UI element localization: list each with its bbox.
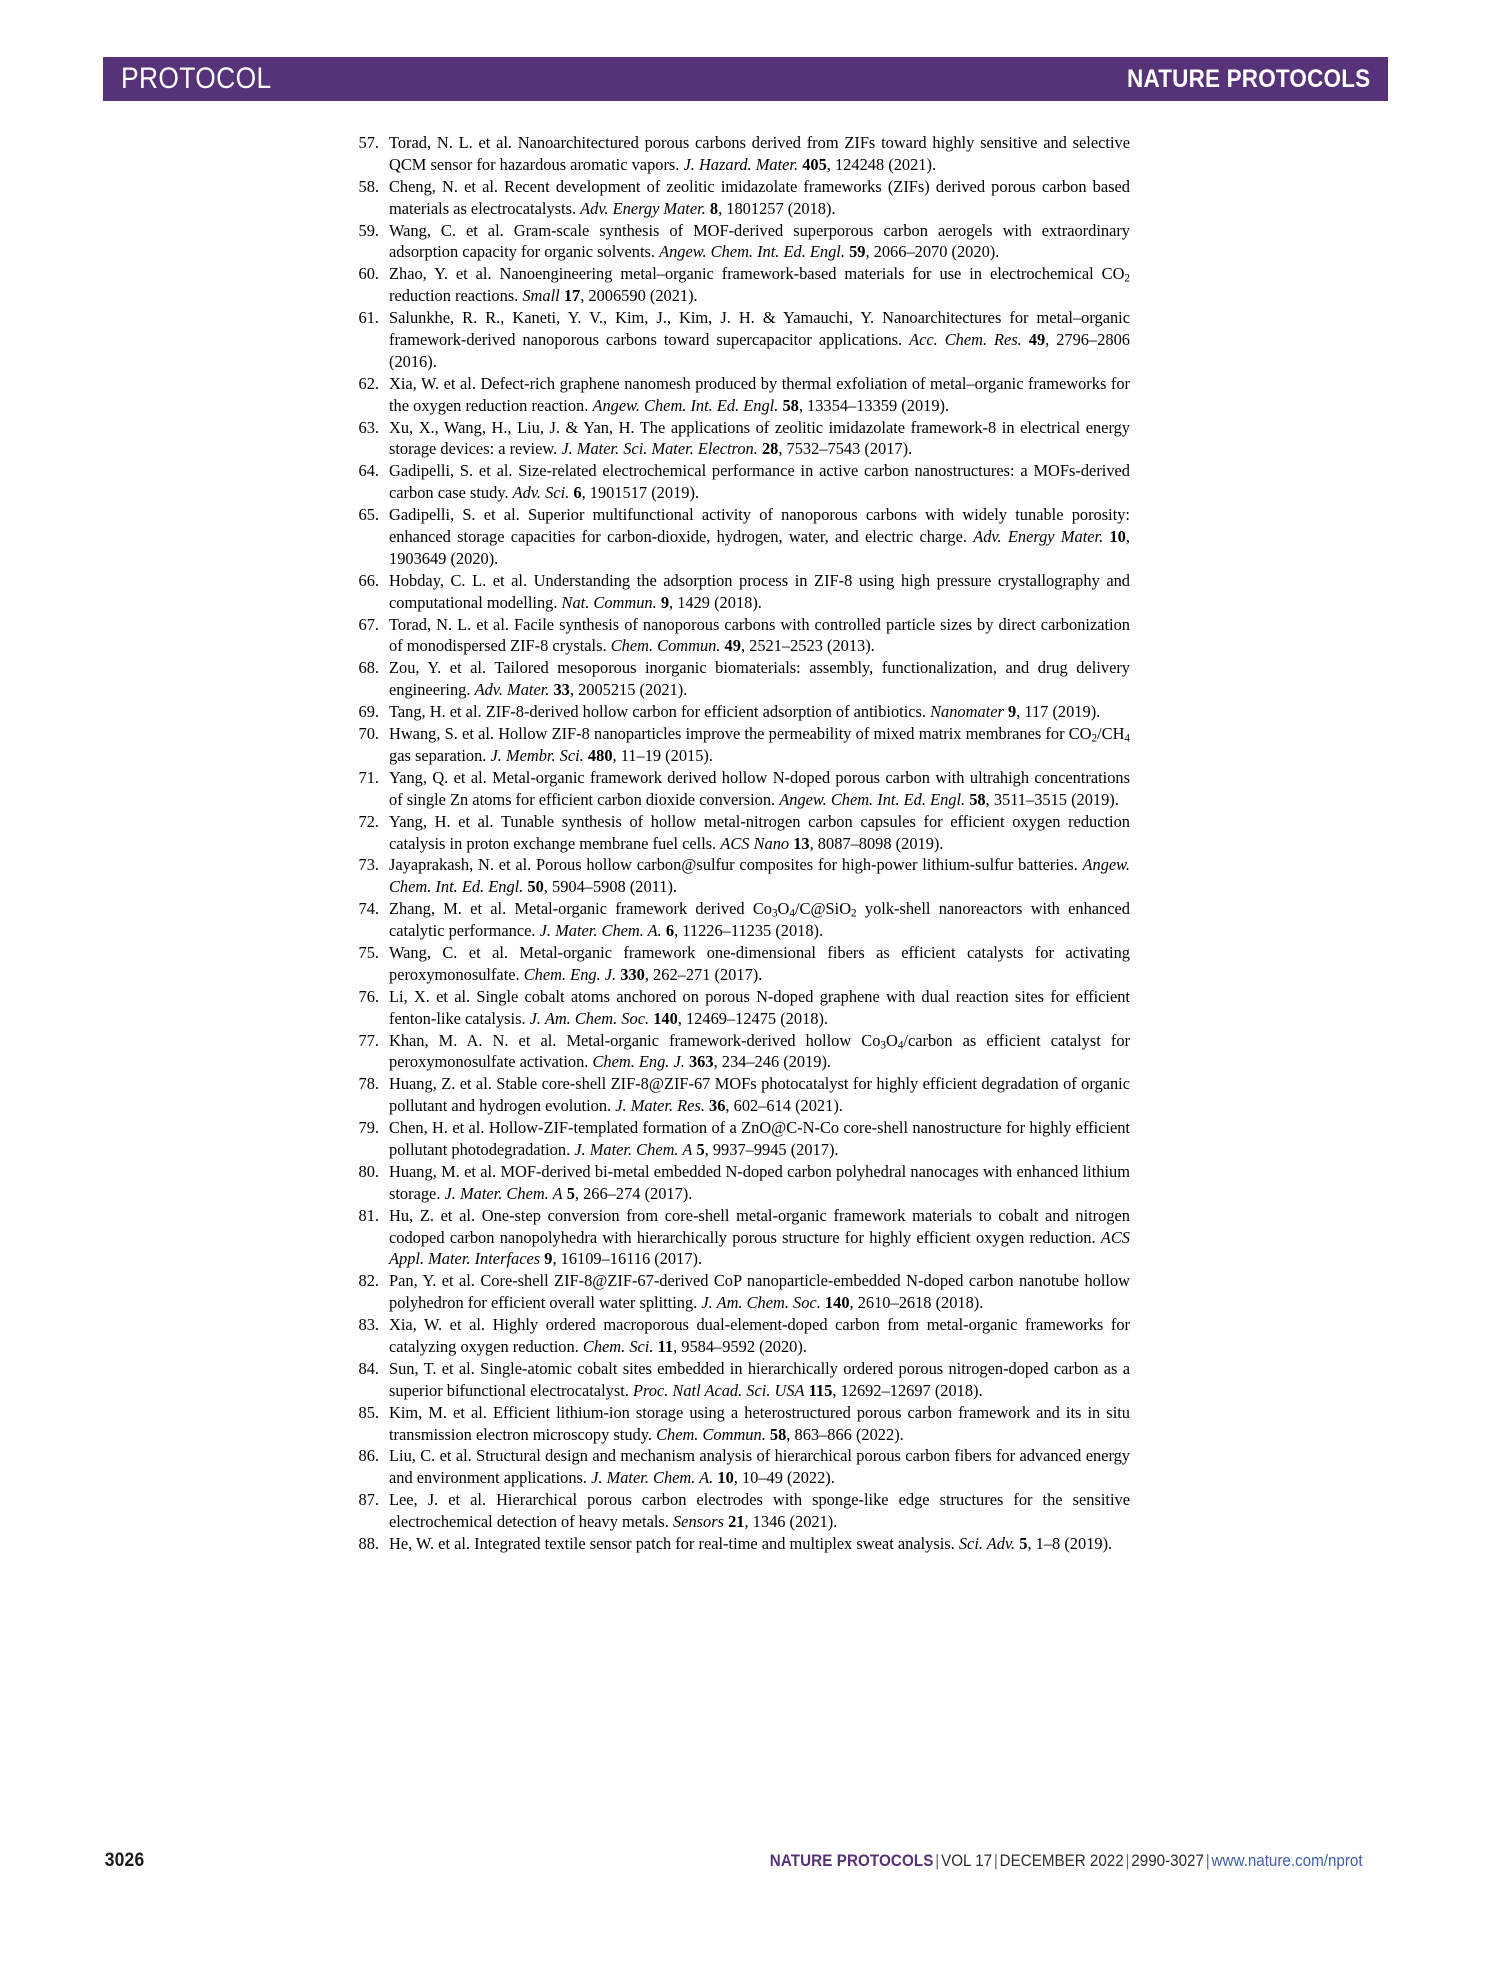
- reference-number: 81.: [358, 1205, 379, 1225]
- reference-item: [353, 1117, 1130, 1161]
- reference-citation-text: Xu, X., Wang, H., Liu, J. & Yan, H. The applications of zeolitic imidazolate framework-8 in electrical energy storage devices: a review. J. Mater. Sci. Mater. Electron. 28, 7532–7543 (2017).: [389, 417, 1130, 459]
- reference-number: 59.: [358, 220, 379, 240]
- reference-citation-text: Cheng, N. et al. Recent development of zeolitic imidazolate frameworks (ZIFs) derived porous carbon based materials as electrocatalysts. Adv. Energy Mater. 8, 1801257 (2018).: [389, 176, 1130, 218]
- running-head-journal-name: NATURE PROTOCOLS: [1126, 64, 1370, 93]
- reference-citation-text: He, W. et al. Integrated textile sensor patch for real-time and multiplex sweat analysis. Sci. Adv. 5, 1–8 (2019).: [389, 1534, 1113, 1553]
- reference-number: 61.: [358, 308, 379, 328]
- reference-citation-text: Torad, N. L. et al. Nanoarchitectured porous carbons derived from ZIFs toward highly sensitive and selective QCM sensor for hazardous aromatic vapors. J. Hazard. Mater. 405, 124248 (2021).: [389, 133, 1130, 174]
- reference-citation-text: Sun, T. et al. Single-atomic cobalt sites embedded in hierarchically ordered porous nitrogen-doped carbon as a superior bifunctional electrocatalyst. Proc. Natl Acad. Sci. USA 115, 12692–12697 (2018).: [389, 1358, 1130, 1400]
- reference-item: [353, 1314, 1130, 1358]
- reference-item: [353, 1161, 1130, 1205]
- reference-citation-text: Liu, C. et al. Structural design and mechanism analysis of hierarchical porous carbon fibers for advanced energy and environment applications. J. Mater. Chem. A. 10, 10–49 (2022).: [389, 1446, 1130, 1488]
- reference-citation-text: Gadipelli, S. et al. Superior multifunctional activity of nanoporous carbons with widely tunable porosity: enhanced storage capacities for carbon-dioxide, hydrogen, water, and electric charge. Adv. Energy Mater. 10, 1903649 (2020).: [389, 505, 1130, 568]
- reference-number: 78.: [358, 1074, 379, 1094]
- reference-citation-text: Li, X. et al. Single cobalt atoms anchored on porous N-doped graphene with dual reaction sites for efficient fenton-like catalysis. J. Am. Chem. Soc. 140, 12469–12475 (2018).: [389, 986, 1130, 1028]
- reference-number: 72.: [358, 811, 379, 831]
- reference-citation-text: Tang, H. et al. ZIF-8-derived hollow carbon for efficient adsorption of antibiotics. Nanomater 9, 117 (2019).: [389, 702, 1101, 722]
- reference-item: [353, 1489, 1130, 1533]
- reference-number: 60.: [358, 264, 379, 284]
- reference-number: 58.: [358, 176, 379, 196]
- reference-number: 73.: [358, 855, 379, 875]
- reference-item: [353, 767, 1130, 811]
- reference-citation-text: Pan, Y. et al. Core-shell ZIF-8@ZIF-67-derived CoP nanoparticle-embedded N-doped carbon nanotube hollow polyhedron for efficient overall water splitting. J. Am. Chem. Soc. 140, 2610–2618 (2018).: [389, 1271, 1130, 1313]
- reference-citation-text: Hu, Z. et al. One-step conversion from core-shell metal-organic framework materials to cobalt and nitrogen codoped carbon nanopolyhedra with hierarchically porous structure for highly efficient oxygen reduction. ACS Appl. Mater. Interfaces 9, 16109–16116 (2017).: [389, 1205, 1130, 1269]
- reference-item: [353, 307, 1130, 373]
- page-footer: [103, 1850, 1388, 1872]
- running-head-left-title: PROTOCOL: [121, 62, 272, 95]
- reference-item: [353, 132, 1130, 176]
- reference-item: [353, 176, 1130, 220]
- reference-citation-text: Torad, N. L. et al. Facile synthesis of nanoporous carbons with controlled particle sizes by direct carbonization of monodispersed ZIF-8 crystals. Chem. Commun. 49, 2521–2523 (2013).: [389, 614, 1130, 656]
- reference-item: [353, 1358, 1130, 1402]
- reference-citation-text: Lee, J. et al. Hierarchical porous carbon electrodes with sponge-like edge structures for the sensitive electrochemical detection of heavy metals. Sensors 21, 1346 (2021).: [389, 1490, 1130, 1532]
- reference-item: [353, 898, 1130, 942]
- reference-citation-text: Salunkhe, R. R., Kaneti, Y. V., Kim, J., Kim, J. H. & Yamauchi, Y. Nanoarchitectures for metal–organic framework-derived nanoporous carbons toward supercapacitor applications. Acc. Chem. Res. 49, 2796–2806 (2016).: [389, 308, 1130, 371]
- reference-number: 74.: [358, 899, 379, 919]
- reference-number: 64.: [358, 461, 379, 481]
- reference-citation-text: Yang, Q. et al. Metal-organic framework derived hollow N-doped porous carbon with ultrahigh concentrations of single Zn atoms for efficient carbon dioxide conversion. Angew. Chem. Int. Ed. Engl. 58, 3511–3515 (2019).: [389, 767, 1130, 809]
- reference-citation-text: Khan, M. A. N. et al. Metal-organic framework-derived hollow $Co_3O_4$/carbon as efficient catalyst for peroxymonosulfate activation. Chem. Eng. J. 363, 234–246 (2019).: [389, 1030, 1130, 1072]
- reference-citation-text: Jayaprakash, N. et al. Porous hollow carbon@sulfur composites for high-power lithium-sulfur batteries. Angew. Chem. Int. Ed. Engl. 50, 5904–5908 (2011).: [389, 855, 1130, 897]
- reference-citation-text: Zhang, M. et al. Metal-organic framework derived $Co_3O_4/C@SiO_2$ yolk-shell nanoreactors with enhanced catalytic performance. J. Mater. Chem. A. 6, 11226–11235 (2018).: [389, 899, 1130, 941]
- reference-item: [353, 570, 1130, 614]
- reference-citation-text: Huang, M. et al. MOF-derived bi-metal embedded N-doped carbon polyhedral nanocages with enhanced lithium storage. J. Mater. Chem. A 5, 266–274 (2017).: [389, 1161, 1130, 1203]
- reference-citation-text: Chen, H. et al. Hollow-ZIF-templated formation of a ZnO@C-N-Co core-shell nanostructure for highly efficient pollutant photodegradation. J. Mater. Chem. A 5, 9937–9945 (2017).: [389, 1118, 1130, 1159]
- footer-separator-1: |: [934, 1852, 939, 1870]
- running-head-bar: [103, 57, 1388, 101]
- reference-citation-text: Xia, W. et al. Highly ordered macroporous dual-element-doped carbon from metal-organic frameworks for catalyzing oxygen reduction. Chem. Sci. 11, 9584–9592 (2020).: [389, 1315, 1130, 1356]
- reference-item: [353, 1270, 1130, 1314]
- reference-item: [353, 942, 1130, 986]
- reference-number: 63.: [358, 417, 379, 437]
- reference-number: 87.: [358, 1490, 379, 1510]
- reference-list: [313, 132, 1130, 1555]
- reference-number: 68.: [358, 658, 379, 678]
- reference-item: [353, 220, 1130, 264]
- footer-citation-line: [769, 1852, 1362, 1871]
- reference-item: [353, 657, 1130, 701]
- reference-item: [353, 854, 1130, 898]
- reference-item: [353, 1533, 1130, 1555]
- reference-citation-text: Xia, W. et al. Defect-rich graphene nanomesh produced by thermal exfoliation of metal–organic frameworks for the oxygen reduction reaction. Angew. Chem. Int. Ed. Engl. 58, 13354–13359 (2019).: [389, 373, 1130, 415]
- footer-separator-2: |: [993, 1852, 998, 1870]
- footer-page-range: 2990-3027: [1130, 1852, 1204, 1870]
- reference-citation-text: Zhao, Y. et al. Nanoengineering metal–organic framework-based materials for use in electrochemical $CO_2$ reduction reactions. Small 17, 2006590 (2021).: [389, 264, 1130, 306]
- reference-number: 62.: [358, 373, 379, 393]
- reference-citation-text: Zou, Y. et al. Tailored mesoporous inorganic biomaterials: assembly, functionalization, and drug delivery engineering. Adv. Mater. 33, 2005215 (2021).: [389, 658, 1130, 700]
- reference-number: 57.: [358, 133, 379, 152]
- reference-citation-text: Hobday, C. L. et al. Understanding the adsorption process in ZIF-8 using high pressure crystallography and computational modelling. Nat. Commun. 9, 1429 (2018).: [389, 570, 1130, 612]
- reference-number: 69.: [358, 702, 379, 722]
- folio-page-number: 3026: [104, 1850, 145, 1871]
- reference-item: [353, 1073, 1130, 1117]
- reference-number: 77.: [358, 1030, 379, 1050]
- reference-number: 86.: [358, 1446, 379, 1466]
- reference-number: 76.: [358, 986, 379, 1006]
- reference-number: 84.: [358, 1358, 379, 1378]
- reference-number: 82.: [358, 1271, 379, 1291]
- reference-item: [353, 1402, 1130, 1446]
- footer-journal-name: NATURE PROTOCOLS: [769, 1852, 934, 1870]
- reference-item: [353, 614, 1130, 658]
- reference-number: 70.: [358, 724, 379, 744]
- reference-item: [353, 701, 1130, 723]
- reference-item: [353, 1205, 1130, 1271]
- reference-number: 88.: [358, 1534, 379, 1553]
- reference-item: [353, 460, 1130, 504]
- reference-number: 79.: [358, 1118, 379, 1138]
- reference-item: [353, 723, 1130, 767]
- reference-item: [353, 811, 1130, 855]
- reference-citation-text: Wang, C. et al. Gram-scale synthesis of MOF-derived superporous carbon aerogels with extraordinary adsorption capacity for organic solvents. Angew. Chem. Int. Ed. Engl. 59, 2066–2070 (2020).: [389, 220, 1130, 262]
- reference-number: 65.: [358, 505, 379, 525]
- reference-item: [353, 417, 1130, 461]
- footer-issue-date: DECEMBER 2022: [999, 1852, 1124, 1870]
- reference-citation-text: Kim, M. et al. Efficient lithium-ion storage using a heterostructured porous carbon framework and its in situ transmission electron microscopy study. Chem. Commun. 58, 863–866 (2022).: [389, 1402, 1130, 1444]
- reference-item: [353, 1030, 1130, 1074]
- reference-item: [353, 1445, 1130, 1489]
- reference-item: [353, 504, 1130, 570]
- reference-number: 67.: [358, 614, 379, 634]
- reference-number: 83.: [358, 1315, 379, 1335]
- reference-item: [353, 986, 1130, 1030]
- footer-separator-3: |: [1125, 1852, 1130, 1870]
- reference-number: 85.: [358, 1402, 379, 1422]
- reference-number: 80.: [358, 1161, 379, 1181]
- reference-citation-text: Yang, H. et al. Tunable synthesis of hollow metal-nitrogen carbon capsules for efficient oxygen reduction catalysis in proton exchange membrane fuel cells. ACS Nano 13, 8087–8098 (2019).: [389, 811, 1130, 853]
- reference-citation-text: Wang, C. et al. Metal-organic framework one-dimensional fibers as efficient catalysts for activating peroxymonosulfate. Chem. Eng. J. 330, 262–271 (2017).: [389, 942, 1130, 984]
- reference-number: 66.: [358, 570, 379, 590]
- footer-separator-4: |: [1205, 1852, 1210, 1870]
- reference-citation-text: Huang, Z. et al. Stable core-shell ZIF-8@ZIF-67 MOFs photocatalyst for highly efficient degradation of organic pollutant and hydrogen evolution. J. Mater. Res. 36, 602–614 (2021).: [389, 1074, 1130, 1116]
- reference-item: [353, 263, 1130, 307]
- reference-citation-text: Hwang, S. et al. Hollow ZIF-8 nanoparticles improve the permeability of mixed matrix membranes for $CO_2/CH_4$ gas separation. J. Membr. Sci. 480, 11–19 (2015).: [389, 724, 1130, 765]
- footer-url-link[interactable]: www.nature.com/nprot: [1211, 1852, 1363, 1870]
- reference-citation-text: Gadipelli, S. et al. Size-related electrochemical performance in active carbon nanostructures: a MOFs-derived carbon case study. Adv. Sci. 6, 1901517 (2019).: [389, 461, 1130, 503]
- reference-number: 75.: [358, 942, 379, 962]
- reference-item: [353, 373, 1130, 417]
- footer-volume: VOL 17: [940, 1852, 992, 1870]
- reference-number: 71.: [358, 767, 379, 787]
